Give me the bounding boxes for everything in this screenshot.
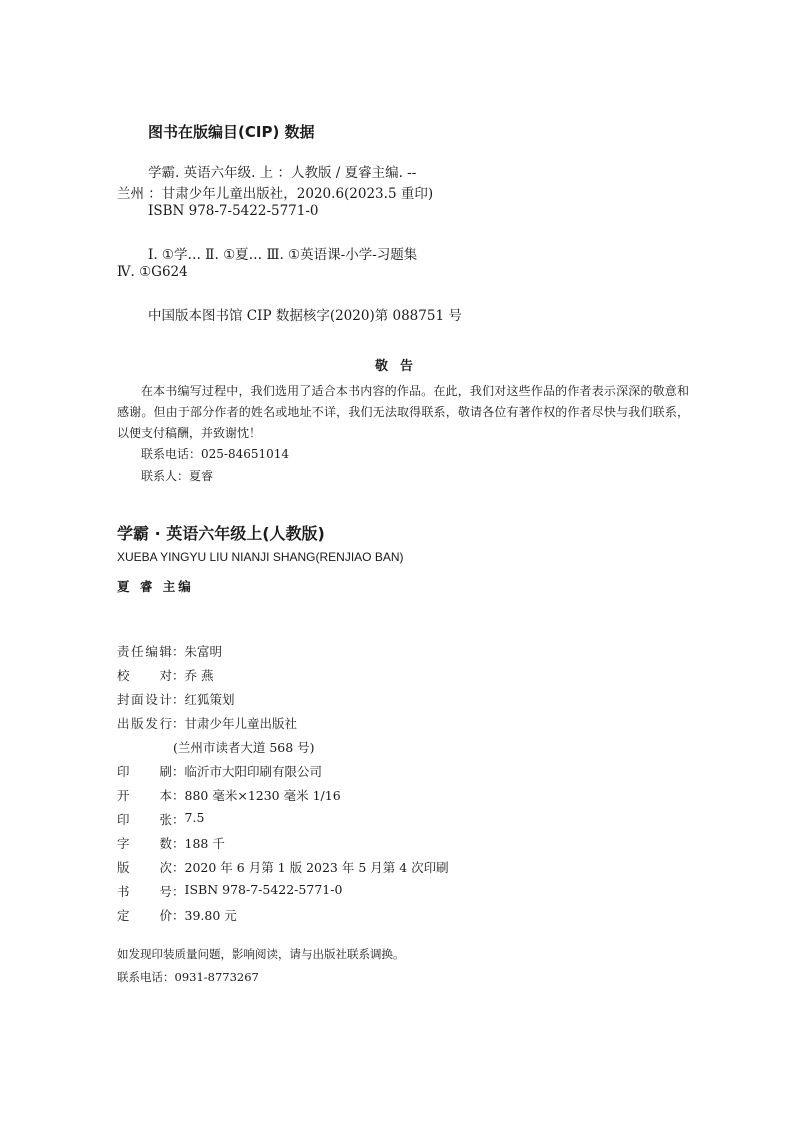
info-row-isbn bbox=[117, 882, 342, 900]
info-row-printer bbox=[117, 762, 322, 780]
cip-line-4: Ⅰ. ①学… Ⅱ. ①夏… Ⅲ. ①英语课-小学-习题集 bbox=[148, 247, 418, 263]
info-value: 880 毫米×1230 毫米 1/16 bbox=[184, 788, 341, 803]
info-label: 字数 bbox=[117, 836, 172, 851]
info-label: 印张 bbox=[117, 812, 172, 827]
notice-title: 敬告 bbox=[374, 359, 425, 374]
info-label: 出版发行 bbox=[117, 716, 172, 731]
info-row-word-count bbox=[117, 834, 225, 852]
info-row-editor bbox=[117, 642, 222, 660]
info-row-price bbox=[117, 906, 237, 924]
info-value: 朱富明 bbox=[184, 644, 223, 659]
info-colon: ： bbox=[172, 692, 185, 707]
book-editor: 夏 睿 主编 bbox=[117, 579, 194, 594]
book-title: 学霸 · 英语六年级上(人教版) bbox=[117, 524, 325, 543]
info-colon: ： bbox=[172, 812, 185, 827]
info-value: 临沂市大阳印刷有限公司 bbox=[184, 764, 323, 779]
info-value: 红狐策划 bbox=[184, 692, 235, 707]
cip-line-1: 学霸. 英语六年级. 上 ：人教版 / 夏睿主编. -- bbox=[148, 165, 417, 181]
info-label: 印刷 bbox=[117, 764, 172, 779]
info-row-publisher bbox=[117, 714, 297, 732]
info-colon: ： bbox=[172, 668, 185, 683]
info-label: 责任编辑 bbox=[117, 644, 172, 659]
info-label: 书号 bbox=[117, 884, 172, 899]
cip-line-6: 中国版本图书馆 CIP 数据核字(2020)第 088751 号 bbox=[148, 308, 462, 324]
book-pinyin-title: XUEBA YINGYU LIU NIANJI SHANG(RENJIAO BAN) bbox=[117, 550, 404, 564]
info-row-format bbox=[117, 786, 341, 804]
info-label: 封面设计 bbox=[117, 692, 172, 707]
info-label: 校对 bbox=[117, 668, 172, 683]
cip-line-5: Ⅳ. ①G624 bbox=[117, 264, 188, 280]
cip-title: 图书在版编目(CIP) 数据 bbox=[148, 123, 315, 141]
info-colon: ： bbox=[172, 884, 185, 899]
info-colon: ： bbox=[172, 860, 185, 875]
info-colon: ： bbox=[172, 908, 185, 923]
info-colon: ： bbox=[172, 764, 185, 779]
info-label: 版次 bbox=[117, 860, 172, 875]
quality-notice: 如发现印装质量问题，影响阅读，请与出版社联系调换。 bbox=[117, 947, 405, 961]
info-value: 39.80 元 bbox=[184, 908, 237, 923]
cip-line-3: ISBN 978-7-5422-5771-0 bbox=[148, 203, 319, 219]
info-colon: ： bbox=[172, 836, 185, 851]
info-row-proofreader bbox=[117, 666, 214, 684]
info-colon: ： bbox=[172, 644, 185, 659]
notice-phone: 联系电话：025-84651014 bbox=[141, 447, 290, 461]
notice-contact-person: 联系人：夏睿 bbox=[141, 469, 214, 483]
info-value: 2020 年 6 月第 1 版 2023 年 5 月第 4 次印刷 bbox=[184, 860, 449, 875]
info-value: 乔 燕 bbox=[184, 668, 214, 683]
info-value: 188 千 bbox=[184, 836, 225, 851]
cip-line-2: 兰州 ：甘肃少年儿童出版社，2020.6(2023.5 重印) bbox=[117, 186, 434, 202]
info-label: 开本 bbox=[117, 788, 172, 803]
publisher-address: (兰州市读者大道 568 号) bbox=[173, 740, 315, 755]
info-row-sheets bbox=[117, 810, 204, 828]
info-colon: ： bbox=[172, 788, 185, 803]
info-value: 7.5 bbox=[184, 810, 205, 825]
info-row-edition bbox=[117, 858, 449, 876]
footer-phone: 联系电话：0931-8773267 bbox=[117, 970, 259, 984]
info-colon: ： bbox=[172, 716, 185, 731]
info-value: ISBN 978-7-5422-5771-0 bbox=[184, 882, 343, 897]
info-label: 定价 bbox=[117, 908, 172, 923]
info-row-cover-design bbox=[117, 690, 235, 708]
info-value: 甘肃少年儿童出版社 bbox=[184, 716, 298, 731]
notice-body: 在本书编写过程中，我们选用了适合本书内容的作品。在此，我们对这些作品的作者表示深深的敬意和感谢。但由于部分作者的姓名或地址不详，我们无法取得联系，敬请各位有著作权的作者尽快与我们联系，以便支付稿酬，并致谢忱！ bbox=[117, 384, 689, 440]
